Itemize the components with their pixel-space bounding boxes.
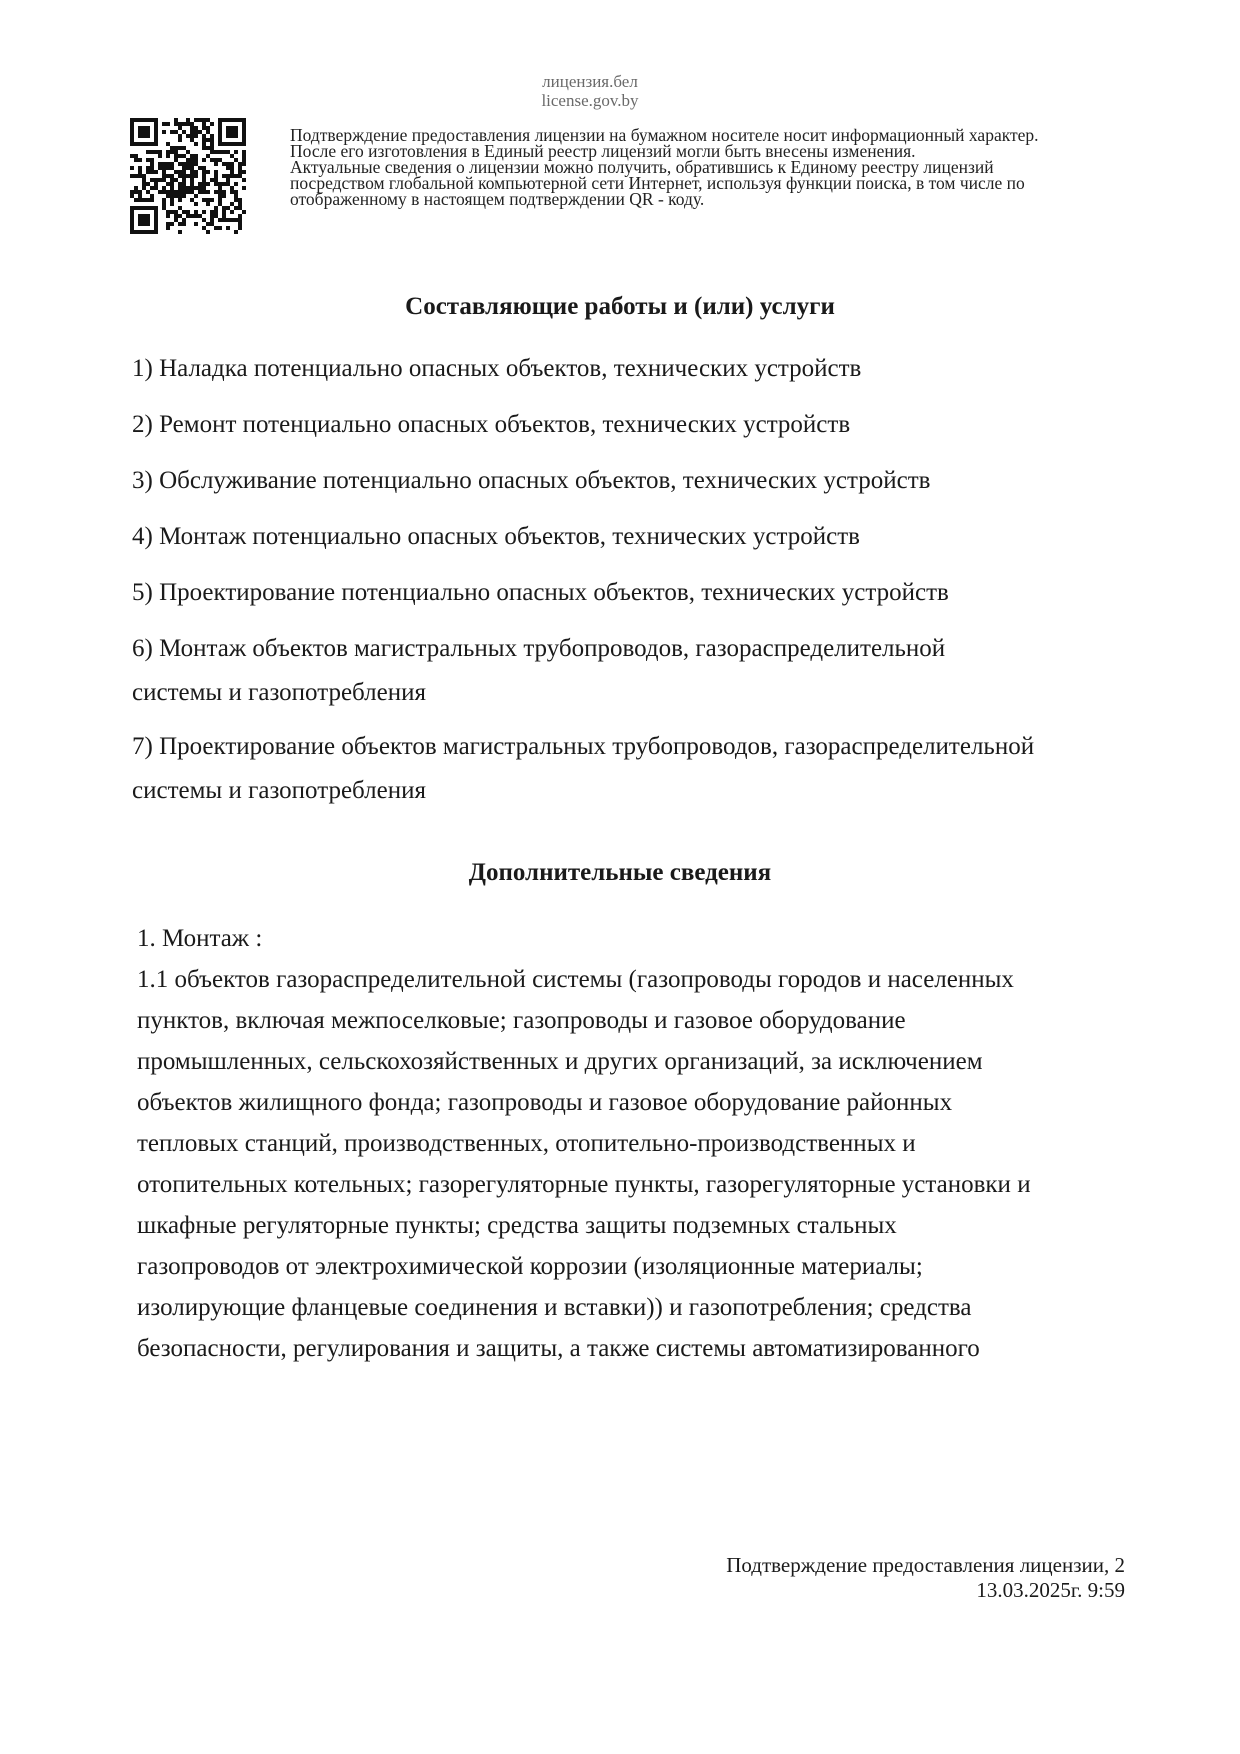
service-item-line: системы и газопотребления xyxy=(132,679,426,706)
disclaimer-line: посредством глобальной компьютерной сети Интернет, используя функции поиска, в том числе по xyxy=(290,173,1025,193)
site-links xyxy=(520,72,660,110)
additional-title: Дополнительные сведения xyxy=(468,859,772,886)
service-item-1 xyxy=(132,347,861,391)
service-item-6 xyxy=(132,627,945,715)
site-link-bel: лицензия.бел xyxy=(542,72,638,91)
additional-line: изолирующие фланцевые соединения и вставки)) и газопотребления; средства xyxy=(137,1294,972,1321)
disclaimer-line: отображенному в настоящем подтверждении QR - коду. xyxy=(290,189,705,209)
additional-line: промышленных, сельскохозяйственных и других организаций, за исключением xyxy=(137,1048,983,1075)
service-item-5 xyxy=(132,571,949,615)
additional-line: 1. Монтаж : xyxy=(137,925,263,952)
service-item-line: 7) Проектирование объектов магистральных трубопроводов, газораспределительной xyxy=(132,733,1035,760)
service-item-line: 6) Монтаж объектов магистральных трубопроводов, газораспределительной xyxy=(132,635,946,662)
disclaimer-line: Актуальные сведения о лицензии можно получить, обратившись к Единому реестру лицензий xyxy=(290,157,994,177)
disclaimer xyxy=(290,127,1150,207)
service-item-3 xyxy=(132,459,930,503)
disclaimer-line: После его изготовления в Единый реестр лицензий могли быть внесены изменения. xyxy=(290,141,916,161)
footer-timestamp: 13.03.2025г. 9:59 xyxy=(976,1578,1125,1602)
service-item-line: 4) Монтаж потенциально опасных объектов, технических устройств xyxy=(132,523,860,550)
services-title: Составляющие работы и (или) услуги xyxy=(405,293,835,320)
additional-line: безопасности, регулирования и защиты, а также системы автоматизированного xyxy=(137,1335,980,1362)
additional-line: 1.1 объектов газораспределительной системы (газопроводы городов и населенных xyxy=(137,966,1014,993)
additional-line: газопроводов от электрохимической коррозии (изоляционные материалы; xyxy=(137,1253,923,1280)
service-item-4 xyxy=(132,515,860,559)
additional-line: шкафные регуляторные пункты; средства защиты подземных стальных xyxy=(137,1212,897,1239)
service-item-line: 2) Ремонт потенциально опасных объектов, технических устройств xyxy=(132,411,851,438)
service-item-line: системы и газопотребления xyxy=(132,777,426,804)
service-item-line: 5) Проектирование потенциально опасных объектов, технических устройств xyxy=(132,579,949,606)
service-item-2 xyxy=(132,403,850,447)
additional-line: пунктов, включая межпоселковые; газопроводы и газовое оборудование xyxy=(137,1007,906,1034)
disclaimer-line: Подтверждение предоставления лицензии на бумажном носителе носит информационный характер. xyxy=(290,125,1039,145)
service-item-line: 3) Обслуживание потенциально опасных объектов, технических устройств xyxy=(132,467,931,494)
service-item-line: 1) Наладка потенциально опасных объектов, технических устройств xyxy=(132,355,862,382)
page-footer xyxy=(726,1553,1125,1603)
footer-page-label: Подтверждение предоставления лицензии, 2 xyxy=(726,1553,1125,1577)
additional-line: отопительных котельных; газорегуляторные пункты, газорегуляторные установки и xyxy=(137,1171,1031,1198)
site-link-gov: license.gov.by xyxy=(541,91,639,110)
service-item-7 xyxy=(132,725,1034,813)
additional-line: тепловых станций, производственных, отопительно-производственных и xyxy=(137,1130,916,1157)
additional-info xyxy=(137,918,1031,1369)
additional-line: объектов жилищного фонда; газопроводы и газовое оборудование районных xyxy=(137,1089,953,1116)
qr-code-icon xyxy=(130,118,246,234)
